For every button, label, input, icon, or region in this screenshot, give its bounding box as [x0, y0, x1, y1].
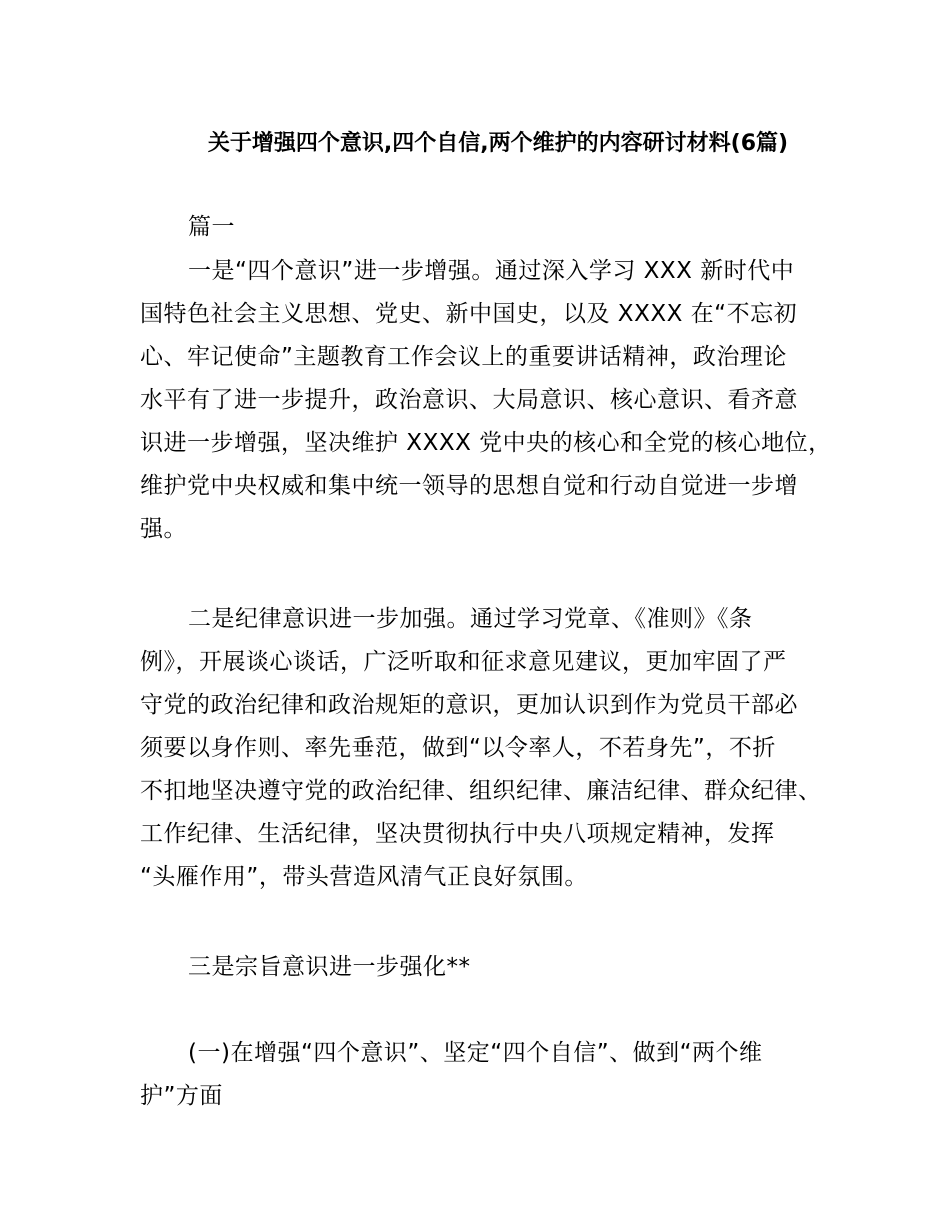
- paragraph-1-line-2: 国特色社会主义思想、党史、新中国史，以及 XXXX 在“不忘初: [140, 301, 798, 327]
- paragraph-1-line-4: 水平有了进一步提升，政治意识、大局意识、核心意识、看齐意: [140, 387, 798, 413]
- paragraph-2-line-5: 不扣地坚决遵守党的政治纪律、组织纪律、廉洁纪律、群众纪律、: [140, 778, 822, 804]
- paragraph-2-line-1: 二是纪律意识进一步加强。通过学习党章、《准则》《条: [188, 606, 753, 632]
- paragraph-1-line-3: 心、牢记使命”主题教育工作会议上的重要讲话精神，政治理论: [140, 344, 787, 370]
- paragraph-4-line-1: (一)在增强“四个意识”、坚定“四个自信”、做到“两个维: [188, 1040, 763, 1066]
- paragraph-2-line-3: 守党的政治纪律和政治规矩的意识，更加认识到作为党员干部必: [140, 692, 798, 718]
- paragraph-1-line-6: 维护党中央权威和集中统一领导的思想自觉和行动自觉进一步增: [140, 473, 798, 499]
- paragraph-1-line-7: 强。: [140, 516, 187, 542]
- paragraph-2-line-2: 例》，开展谈心谈话，广泛听取和征求意见建议，更加牢固了严: [140, 649, 787, 675]
- paragraph-1-line-5: 识进一步增强，坚决维护 XXXX 党中央的核心和全党的核心地位，: [140, 430, 832, 456]
- document-title: 关于增强四个意识,四个自信,两个维护的内容研讨材料(6篇): [207, 131, 789, 156]
- paragraph-3-line-1: 三是宗旨意识进一步强化**: [188, 954, 471, 980]
- paragraph-1-line-1: 一是“四个意识”进一步增强。通过深入学习 XXX 新时代中: [188, 258, 795, 284]
- paragraph-2-line-6: 工作纪律、生活纪律，坚决贯彻执行中央八项规定精神，发挥: [140, 821, 775, 847]
- paragraph-4-line-2: 护”方面: [140, 1083, 223, 1109]
- section-heading: 篇一: [188, 214, 235, 240]
- paragraph-2-line-7: “头雁作用”，带头营造风清气正良好氛围。: [140, 864, 588, 890]
- paragraph-2-line-4: 须要以身作则、率先垂范，做到“以令率人，不若身先”，不折: [140, 735, 776, 761]
